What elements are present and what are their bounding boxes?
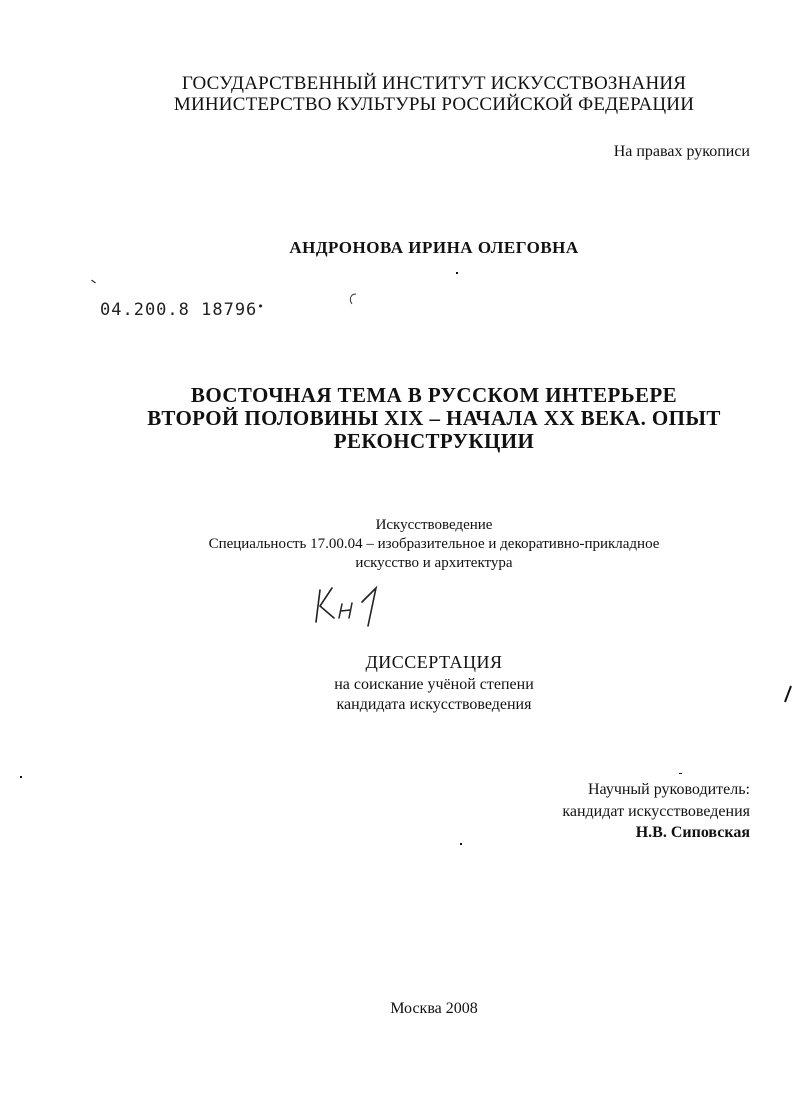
- title-line-1: ВОСТОЧНАЯ ТЕМА В РУССКОМ ИНТЕРЬЕРЕ: [190, 383, 678, 407]
- city-year: Москва 2008: [390, 1000, 478, 1017]
- dissertation-line-2: кандидата искусствоведения: [336, 696, 532, 713]
- title-line-3: РЕКОНСТРУКЦИИ: [333, 429, 535, 453]
- discipline: Искусствоведение: [375, 517, 493, 533]
- rights-note: На правах рукописи: [613, 143, 750, 160]
- supervisor-degree: кандидат искусствоведения: [562, 803, 750, 820]
- small-hook-mark: [346, 292, 360, 306]
- specialty-line-2: искусство и архитектура: [355, 555, 513, 571]
- stamp-number-text: 04.200.8 18796: [100, 300, 258, 320]
- specialty-line-1: Специальность 17.00.04 – изобразительное и декоративно-прикладное: [208, 536, 660, 552]
- scan-speck: [679, 773, 682, 774]
- author-name: АНДРОНОВА ИРИНА ОЛЕГОВНА: [289, 238, 579, 257]
- scan-speck: [91, 280, 96, 284]
- supervisor-label: Научный руководитель:: [587, 781, 750, 798]
- institute-name: ГОСУДАРСТВЕННЫЙ ИНСТИТУТ ИСКУССТВОЗНАНИЯ: [181, 73, 687, 94]
- supervisor-name: Н.В. Сиповская: [635, 824, 750, 841]
- margin-slash-mark: [782, 684, 792, 704]
- library-stamp-number: [100, 300, 265, 320]
- dissertation-line-1: на соискание учёной степени: [334, 676, 534, 693]
- dissertation-heading: ДИССЕРТАЦИЯ: [365, 652, 503, 672]
- title-line-2: ВТОРОЙ ПОЛОВИНЫ XIX – НАЧАЛА XX ВЕКА. ОПЫТ: [147, 406, 721, 430]
- ministry-name: МИНИСТЕРСТВО КУЛЬТУРЫ РОССИЙСКОЙ ФЕДЕРАЦИИ: [173, 94, 695, 115]
- stamp-bullet-icon: •: [257, 300, 265, 313]
- handwritten-note: [312, 582, 402, 632]
- scan-speck: [20, 776, 22, 778]
- scan-speck: [456, 272, 458, 274]
- scan-speck: [460, 843, 462, 845]
